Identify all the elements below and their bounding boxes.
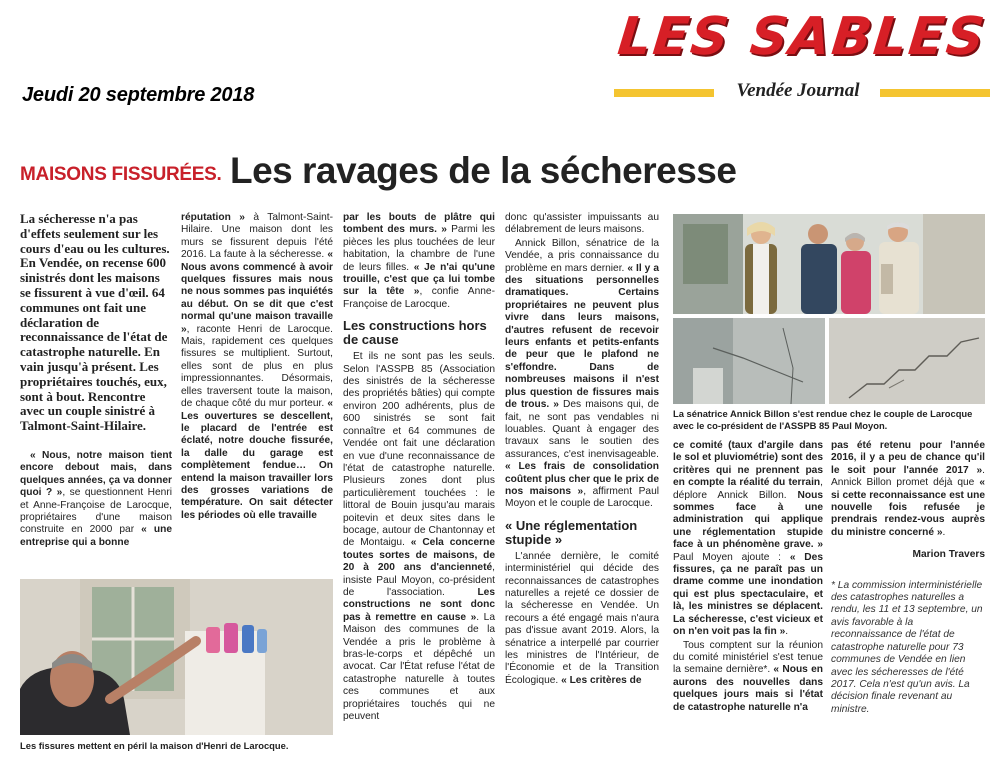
quote: Nous sommes face à une administration qui applique une réglementation stupide face à un phénomène grave. » [673,489,823,551]
quote: « Les ouvertures se descellent, le placard de l'entrée est éclaté, notre douche fissurée, la dalle du garage est complètement fendue… On entend la maison travailler lors des grosses variations de température. On sait détecter les périodes où elle travaille [181,398,333,521]
text: , confie Anne-Françoise de Larocque. [343,286,495,310]
photo-visit [673,214,985,314]
quote: « Nous avons commencé à avoir quelques fissures mais nous ne nous sommes pas inquiétés au début. On se dit que c'est normal qu'une maison travaille » [181,249,333,335]
quote: « Nous en aurons des nouvelles dans quelques jours mais si l'état de catastrophe naturelle n'a [673,664,823,713]
paragraph [505,238,659,511]
article-column-5 [673,440,823,715]
photo-visit-image [673,214,985,314]
quote: « Les critères de [561,674,642,686]
headline-kicker: MAISONS FISSURÉES. [20,164,222,185]
photo-crack-ceiling [673,318,825,404]
text: , affirment Paul Moyon et le couple de Larocque. [505,485,659,510]
article-column-3 [343,212,495,724]
footnote: * La commission interministérielle des catastrophes naturelles a rendu, les 11 et 13 septembre, un avis favorable à la reconnaissance de l'état de catastrophe naturelle pour 73 communes de Vendée en lien avec les sécheresses de l'été 2017. Cela n'est qu'un avis. La décision finale revenant au ministre. [831,579,983,715]
masthead-bar-right [880,89,990,97]
quote: « Des fissures, ça ne paraît pas un drame comme une inondation qui est plus spectaculaire, et là, les ministres se déplacent. La sécheresse, c'est vicieux et on n'en voit pas la fin » [673,551,823,638]
paragraph [673,640,823,714]
article-column-2 [181,212,333,523]
text: Et ils ne sont pas les seuls. Selon l'ASSPB 85 (Association des sinistrés de la sécheresse des propriétés bâties) qui compte environ 200 adhérents, plus de 600 sinistrés se sont fait connaître et 64 communes de Vendée ont fait une déclaration en vue d'une reconnaissance de l'état de catastrophe naturelle. Plusieurs zones dont plus particulièrement touchées : le littoral de Bouin jusqu'au marais poitevin et deux sites dans le bocage, autour de Chantonnay et de Montaigu. [343,351,495,549]
paragraph [673,440,823,639]
photo-crack-ceiling-image [673,318,825,404]
text: , se questionnent Henri et Anne-Françoise de Larocque, propriétaires d'une maison construite en 2000 par [20,487,172,536]
quote: réputation » [181,212,245,223]
byline: Marion Travers [912,549,985,561]
text: Des maisons qui, de fait, ne sont pas vendables ni louables. Quant à engager des travaux sans le soutien des assurances, c'est inenvisageable. [505,399,659,460]
quote: « Nous, notre maison tient encore debout mais, dans quelques années, ça va donner quoi ? » [20,449,172,499]
quote: pas été retenu pour l'année 2016, il y a peu de chance qu'il le soit pour l'année 2017 » [831,440,985,476]
text: . [942,526,946,538]
article-column-4 [505,212,659,688]
text: . Annick Billon promet déjà que [831,464,985,489]
article-headline [20,150,980,196]
quote: ce comité (taux d'argile dans le sol et pluviométrie) sont des critères qui ne prennent pas en compte la réalité du terrain [673,440,823,489]
text: Annick Billon, sénatrice de la Vendée, a pris connaissance du problème en mars dernier. [505,237,659,274]
section-heading: « Une réglementation stupide » [505,517,638,547]
paragraph [505,551,659,687]
quote: « Les frais de consolidation coûtent plus cher que le prix de nos maisons » [505,461,659,497]
text: Tous comptent sur la réunion du comité ministériel s'est tenue la semaine dernière*. [673,639,823,676]
paragraph: donc qu'assister impuissants au délabrement de leurs maisons. [505,212,659,236]
paragraph [20,450,172,549]
text: , raconte Henri de Larocque. Mais, rapidement ces quelques fissures se multiplient. Surtout, elles sont de plus en plus impressionnantes. Désormais, elles traversent toute la maison, de chaque côté du mur porteur. [181,323,333,410]
publication-date: Jeudi 20 septembre 2018 [22,84,255,106]
paragraph [343,351,495,723]
quote: « une entreprise qui a bonne [20,524,172,548]
quote: par les bouts de plâtre qui tombent des murs. » [343,212,495,236]
article-intro: La sécheresse n'a pas d'effets seulement sur les cours d'eau ou les cultures. En Vendée, on recense 600 sinistrés dont les maisons se fissurent à vue d'œil. 64 communes ont fait une déclaration de reconnaissance de l'état de catastrophe naturelle. En vain jusqu'à présent. Les propriétaires touchés, eux, sont à bout. Rencontre avec un couple sinistré à Talmont-Saint-Hilaire. [20,211,170,434]
quote: « Il y a des situations personnelles dramatiques. Certains propriétaires ne peuvent plus vivre dans leurs maisons, d'autres refusent de recevoir leurs enfants et petits-enfants de peur que le plafond ne s'effondre. Dans de nombreuses maisons il n'est plus question de fissures mais de trous. » [505,262,659,411]
text: L'année dernière, le comité interministériel qui décide des reconnaissances de catastrophes naturelles a rejeté ce dossier de la sécheresse en Vendée. Un recours a été engagé mais n'aura pas d'issue avant 2019. Alors, la sénatrice a interpellé par courrier les ministres de l'Intérieur, de l'Économie et de la Transition Écologique. [505,550,659,686]
text: . La Maison des communes de la Vendée a pris le problème à bras-le-corps et dépêché un avocat. Car l'État refuse l'état de catastrophe naturelle à toutes ces communes et aux propriétaires touchés qui ne peuvent [343,611,495,723]
masthead-title: LES SABLES [615,7,989,67]
text: Parmi les pièces les plus touchées de leur habitation, la chambre de l'une de leurs filles. [343,224,495,273]
quote: Les constructions ne sont donc pas à remettre en cause » [343,586,495,623]
text: , déplore Annick Billon. [673,477,823,501]
masthead-bar-left [614,89,714,97]
photo-crack-wall-image [829,318,985,404]
paragraph [831,440,985,539]
masthead [612,6,992,102]
photo-crack-wall [829,318,985,404]
quote: « Je n'ai qu'une trouille, c'est que ça lui tombe sur la tête » [343,261,495,298]
quote: « si cette reconnaissance est une nouvelle fois refusée je prendrais rendez-vous auprès du ministre concerné » [831,477,985,538]
text: à Talmont-Saint-Hilaire. Une maison dont les murs se fissurent depuis l'été 2016. La faute à la sécheresse. [181,212,333,261]
text: , insiste Paul Moyon, co-président de l'association. [343,562,495,598]
photo-henri [20,579,333,735]
article-column-1 [20,212,172,550]
text: . [785,626,789,638]
caption-top-photo: La sénatrice Annick Billon s'est rendue chez le couple de Larocque avec le co-président de l'ASSPB 85 Paul Moyon. [673,408,973,431]
article-column-6 [831,440,985,717]
section-heading: Les constructions hors de cause [343,318,487,348]
photo-henri-image [20,579,333,735]
paragraph [343,212,495,311]
caption-bottom-photo: Les fissures mettent en péril la maison d'Henri de Larocque. [20,740,289,751]
headline-title: Les ravages de la sécheresse [230,150,737,191]
text: Paul Moyen ajoute : [673,551,790,563]
paragraph [181,212,333,522]
quote: « Cela concerne toutes sortes de maisons, de 20 à 200 ans d'ancienneté [343,537,495,574]
masthead-subtitle: Vendée Journal [736,80,860,101]
